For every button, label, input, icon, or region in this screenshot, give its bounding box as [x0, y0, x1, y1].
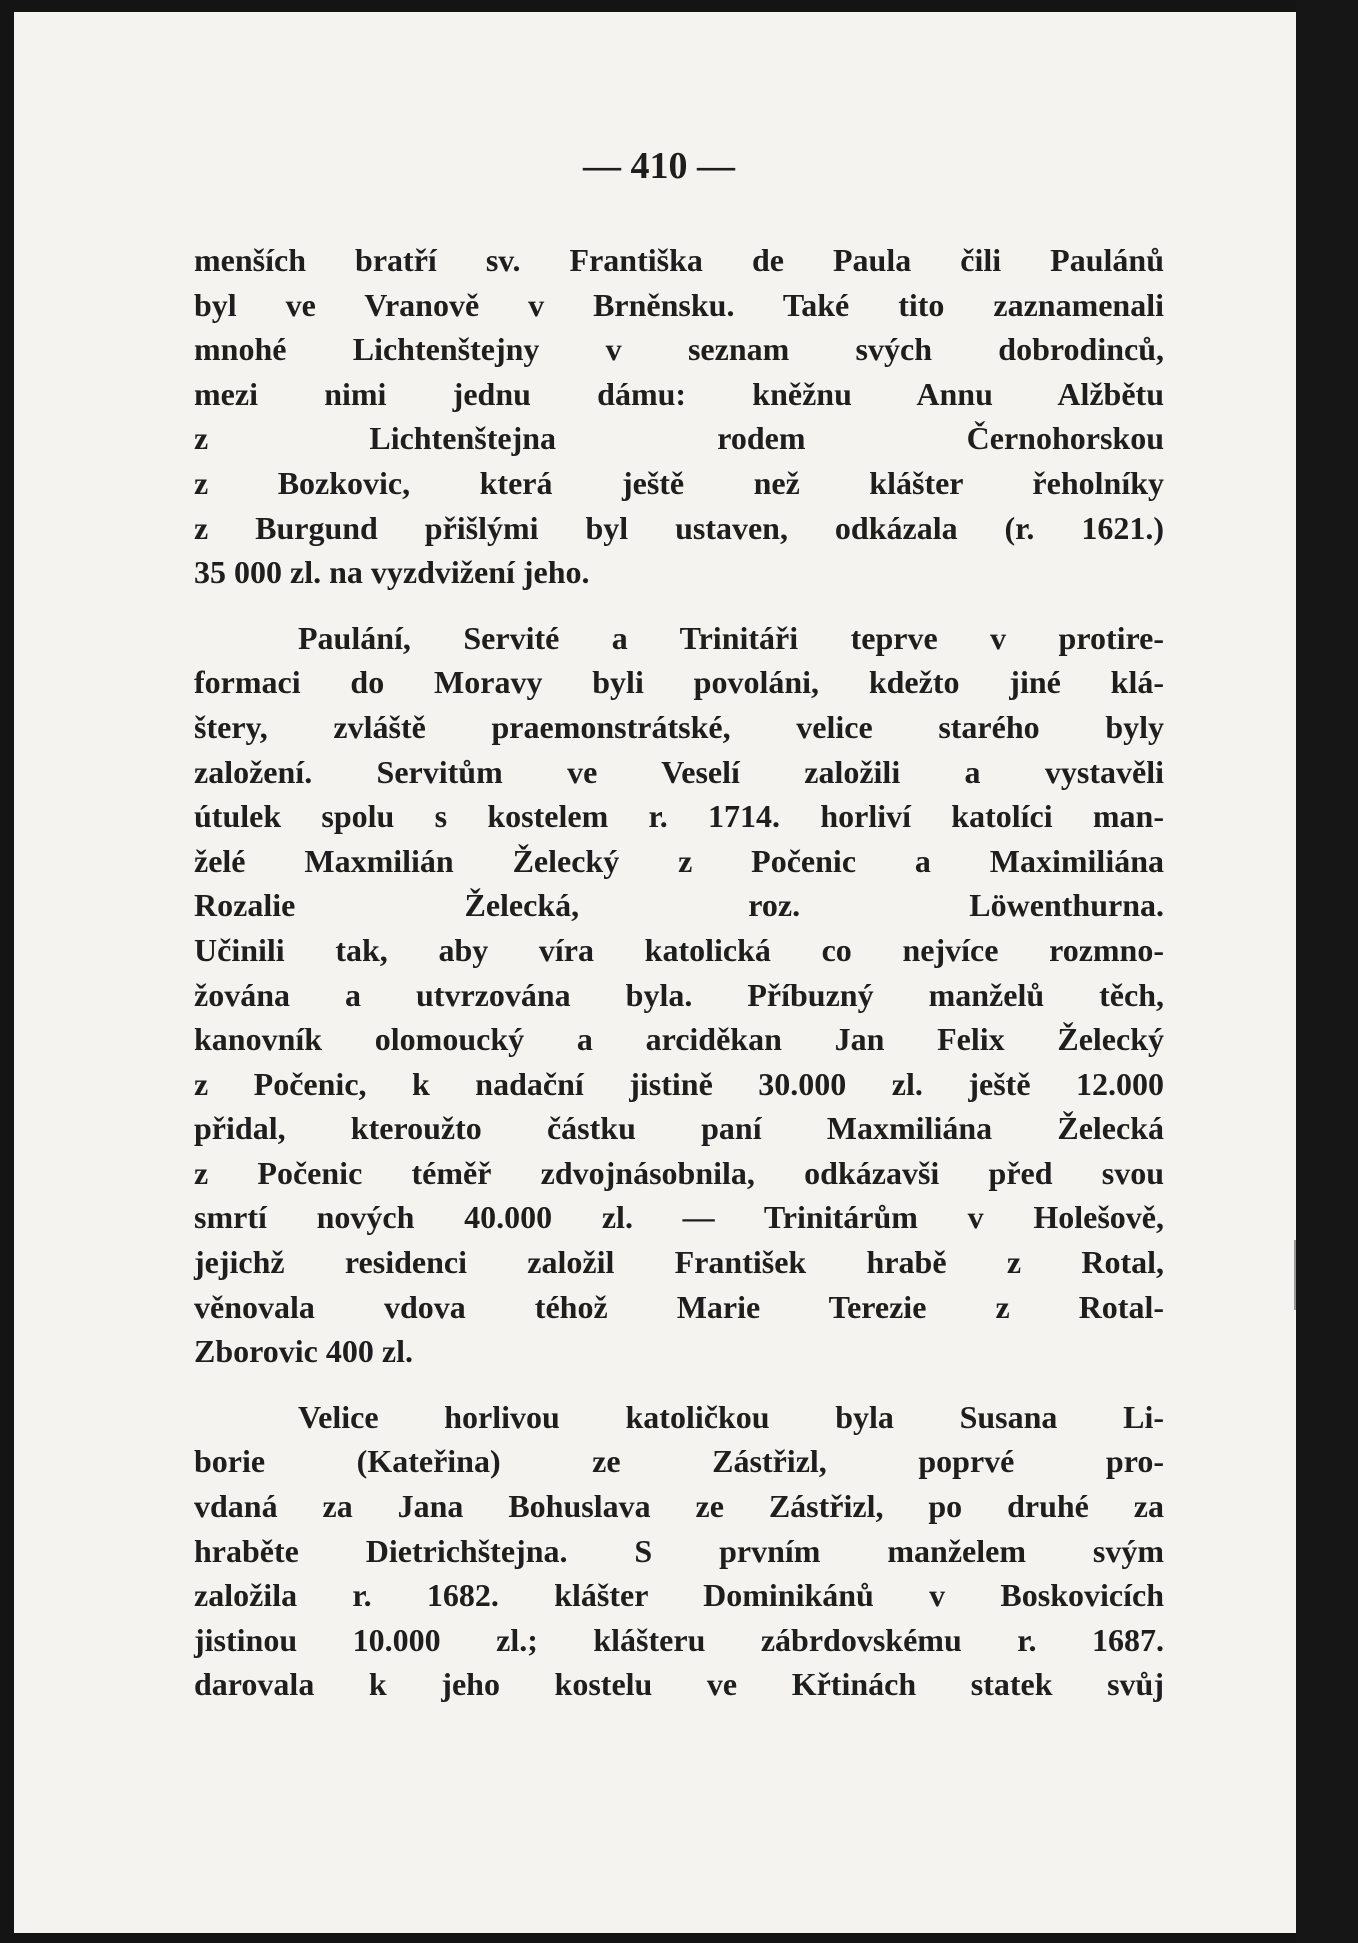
text-line: hraběte Dietrichštejna. S prvním manželem svým: [194, 1532, 1164, 1569]
text-line: Paulání, Servité a Trinitáři teprve v protire-: [298, 619, 1164, 656]
text-line: útulek spolu s kostelem r. 1714. horliví katolíci man-: [194, 798, 1164, 835]
text-line: z Bozkovic, která ještě než klášter řeholníky: [194, 464, 1164, 501]
paragraph-3: [194, 1395, 1164, 1707]
text-line: z Lichtenštejna rodem Černohorskou: [194, 420, 1164, 457]
text-line: formaci do Moravy byli povoláni, kdežto jiné klá-: [194, 664, 1164, 701]
text-line: byl ve Vranově v Brněnsku. Také tito zaznamenali: [194, 286, 1164, 323]
text-line: založila r. 1682. klášter Dominikánů v Boskovicích: [194, 1577, 1164, 1614]
text-line: jejichž residenci založil František hrabě z Rotal,: [194, 1244, 1164, 1281]
paragraph-1: [194, 238, 1164, 595]
text-line: vdaná za Jana Bohuslava ze Zástřizl, po druhé za: [194, 1488, 1164, 1525]
text-line: Rozalie Želecká, roz. Löwenthurna.: [194, 887, 1164, 924]
text-line: borie (Kateřina) ze Zástřizl, poprvé pro-: [194, 1443, 1164, 1480]
paragraph-2: [194, 616, 1164, 1374]
text-line: smrtí nových 40.000 zl. — Trinitárům v Holešově,: [194, 1199, 1164, 1236]
text-line: z Počenic, k nadační jistině 30.000 zl. ještě 12.000: [194, 1065, 1164, 1102]
text-line: z Burgund přišlými byl ustaven, odkázala (r. 1621.): [194, 509, 1164, 546]
text-line: přidal, kteroužto částku paní Maxmiliána Želecká: [194, 1110, 1164, 1147]
scan-border: [1296, 0, 1358, 1943]
text-line: 35 000 zl. na vyzdvižení jeho.: [194, 554, 590, 591]
text-line: štery, zvláště praemonstrátské, velice starého byly: [194, 708, 1164, 745]
text-line: Zborovic 400 zl.: [194, 1333, 413, 1370]
text-line: jistinou 10.000 zl.; klášteru zábrdovskému r. 1687.: [194, 1621, 1164, 1658]
page-text: [194, 238, 1164, 1707]
text-line: mnohé Lichtenštejny v seznam svých dobrodinců,: [194, 331, 1164, 368]
page-number: — 410 —: [583, 145, 735, 187]
text-line: Velice horlivou katoličkou byla Susana Li-: [298, 1398, 1164, 1435]
book-page: [14, 12, 1304, 1933]
text-line: založení. Servitům ve Veselí založili a vystavěli: [194, 753, 1164, 790]
text-line: Učinili tak, aby víra katolická co nejvíce rozmno-: [194, 931, 1164, 968]
text-line: z Počenic téměř zdvojnásobnila, odkázavši před svou: [194, 1154, 1164, 1191]
text-line: darovala k jeho kostelu ve Křtinách statek svůj: [194, 1666, 1164, 1703]
text-line: kanovník olomoucký a arciděkan Jan Felix Želecký: [194, 1021, 1164, 1058]
text-line: žována a utvrzována byla. Příbuzný manželů těch,: [194, 976, 1164, 1013]
text-line: želé Maxmilián Želecký z Počenic a Maximiliána: [194, 842, 1164, 879]
text-line: menších bratří sv. Františka de Paula čili Paulánů: [194, 242, 1164, 278]
text-line: věnovala vdova téhož Marie Terezie z Rotal-: [194, 1288, 1164, 1325]
text-line: mezi nimi jednu dámu: kněžnu Annu Alžbětu: [194, 375, 1164, 412]
